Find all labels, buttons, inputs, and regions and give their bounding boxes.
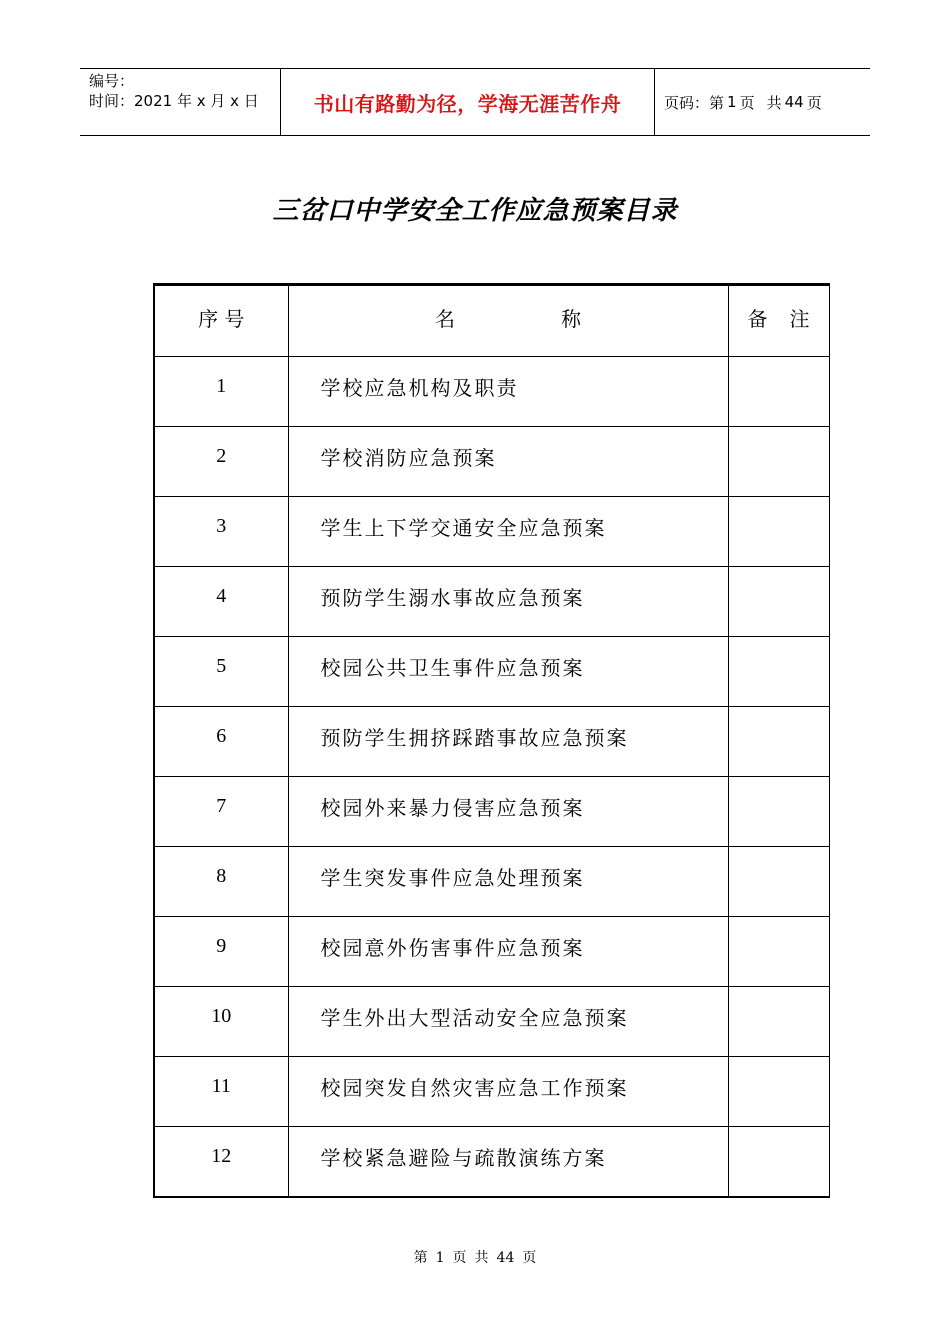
row-note <box>728 917 829 987</box>
header-page-total: 44 <box>784 93 804 111</box>
row-title: 学校消防应急预案 <box>288 427 728 497</box>
table-row <box>154 637 829 707</box>
page-footer <box>0 1247 950 1267</box>
header-note-char-1: 备 <box>747 307 768 331</box>
header-page-total-prefix: 共 <box>766 93 782 112</box>
row-title: 预防学生拥挤踩踏事故应急预案 <box>288 707 728 777</box>
row-title: 学校应急机构及职责 <box>288 357 728 427</box>
table-row <box>154 917 829 987</box>
row-note <box>728 707 829 777</box>
row-note <box>728 637 829 707</box>
row-title: 学生上下学交通安全应急预案 <box>288 497 728 567</box>
header-page-mid: 页 <box>739 93 755 112</box>
table-header-row <box>154 285 829 357</box>
header-meta <box>80 69 281 135</box>
footer-prefix: 第 <box>413 1250 428 1266</box>
row-note <box>728 1057 829 1127</box>
row-title: 校园突发自然灾害应急工作预案 <box>288 1057 728 1127</box>
row-number: 9 <box>154 917 288 987</box>
row-number: 8 <box>154 847 288 917</box>
table-row <box>154 357 829 427</box>
page-header <box>80 68 870 136</box>
document-number-label: 编号： <box>89 72 135 90</box>
header-motto-cell <box>281 69 655 135</box>
row-title: 校园公共卫生事件应急预案 <box>288 637 728 707</box>
row-title: 学生突发事件应急处理预案 <box>288 847 728 917</box>
row-title: 校园外来暴力侵害应急预案 <box>288 777 728 847</box>
row-title: 学校紧急避险与疏散演练方案 <box>288 1127 728 1197</box>
table-row <box>154 1127 829 1197</box>
table-row <box>154 707 829 777</box>
header-motto: 书山有路勤为径，学海无涯苦作舟 <box>313 91 622 116</box>
table-row <box>154 427 829 497</box>
header-name-char-2: 称 <box>561 307 581 331</box>
table-row <box>154 1057 829 1127</box>
row-note <box>728 427 829 497</box>
table-row <box>154 987 829 1057</box>
row-note <box>728 1127 829 1197</box>
row-number: 3 <box>154 497 288 567</box>
row-number: 12 <box>154 1127 288 1197</box>
header-cell-name <box>288 285 728 357</box>
row-number: 10 <box>154 987 288 1057</box>
document-time-label: 时间：2021 年 x 月 x 日 <box>89 92 259 110</box>
table-row <box>154 847 829 917</box>
row-number: 7 <box>154 777 288 847</box>
footer-mid: 页 <box>452 1250 467 1266</box>
header-page-indicator <box>655 69 870 135</box>
row-note <box>728 777 829 847</box>
row-note <box>728 497 829 567</box>
row-title: 学生外出大型活动安全应急预案 <box>288 987 728 1057</box>
header-cell-number: 序 号 <box>154 285 288 357</box>
row-title: 校园意外伤害事件应急预案 <box>288 917 728 987</box>
header-page-current: 1 <box>727 93 737 111</box>
row-number: 6 <box>154 707 288 777</box>
row-note <box>728 567 829 637</box>
document-title: 三岔口中学安全工作应急预案目录 <box>272 196 678 226</box>
row-note <box>728 357 829 427</box>
contents-table <box>153 283 830 1198</box>
row-number: 4 <box>154 567 288 637</box>
table-row <box>154 567 829 637</box>
row-number: 2 <box>154 427 288 497</box>
row-number: 11 <box>154 1057 288 1127</box>
header-page-prefix: 页码：第 <box>664 93 725 112</box>
footer-total-prefix: 共 <box>474 1250 489 1266</box>
header-page-suffix: 页 <box>806 93 822 112</box>
footer-suffix: 页 <box>522 1250 537 1266</box>
table-row <box>154 777 829 847</box>
row-title: 预防学生溺水事故应急预案 <box>288 567 728 637</box>
row-number: 5 <box>154 637 288 707</box>
row-note <box>728 987 829 1057</box>
header-name-char-1: 名 <box>435 307 455 331</box>
footer-page-current: 1 <box>435 1250 445 1266</box>
footer-page-total: 44 <box>496 1250 515 1266</box>
table-row <box>154 497 829 567</box>
row-note <box>728 847 829 917</box>
row-number: 1 <box>154 357 288 427</box>
header-cell-note <box>728 285 829 357</box>
header-note-char-2: 注 <box>789 307 810 331</box>
